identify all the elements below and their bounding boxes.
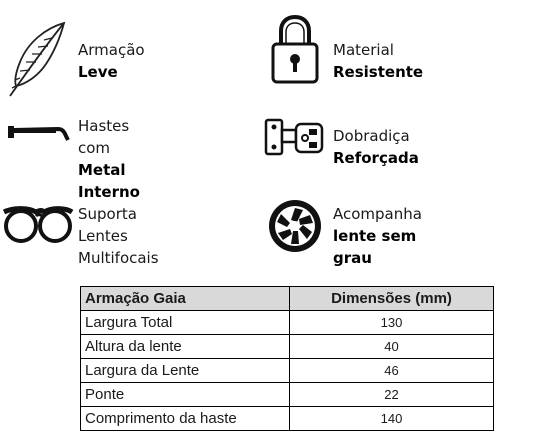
table-row: [81, 407, 494, 431]
table-row: [81, 335, 494, 359]
glasses-temple-icon: [6, 122, 70, 142]
feature-bold: Reforçada: [333, 149, 419, 167]
dimensions-table: [80, 286, 494, 431]
row-label: Largura Total: [81, 311, 290, 335]
row-label: Altura da lente: [81, 335, 290, 359]
row-value: 22: [290, 383, 494, 407]
feature-bold: Resistente: [333, 63, 424, 81]
feature-prefix: Suporta Lentes: [78, 205, 137, 245]
feature-bold: Leve: [78, 63, 118, 81]
table-row: [81, 311, 494, 335]
feature-prefix: Armação: [78, 41, 145, 59]
feature-prefix: Hastes com: [78, 117, 130, 157]
feature-line2: grau: [333, 249, 372, 267]
row-label: Ponte: [81, 383, 290, 407]
round-glasses-icon: [2, 204, 74, 246]
column-header-frame: Armação Gaia: [81, 287, 290, 311]
feature-line2: Multifocais: [78, 249, 159, 267]
padlock-icon: [270, 14, 320, 86]
camera-aperture-icon: [267, 198, 323, 254]
row-value: 140: [290, 407, 494, 431]
row-label: Comprimento da haste: [81, 407, 290, 431]
feature-bold: lente sem: [333, 227, 417, 245]
table-row: [81, 359, 494, 383]
feature-prefix: Dobradiça: [333, 127, 410, 145]
column-header-dimensions: Dimensões (mm): [290, 287, 494, 311]
row-label: Largura da Lente: [81, 359, 290, 383]
feature-bold: Metal: [78, 161, 126, 179]
row-value: 40: [290, 335, 494, 359]
table-header-row: [81, 287, 494, 311]
feature-prefix: Acompanha: [333, 205, 422, 223]
feature-prefix: Material: [333, 41, 394, 59]
feather-icon: [6, 20, 68, 98]
table-row: [81, 383, 494, 407]
hinge-icon: [263, 116, 327, 158]
feature-line2: Interno: [78, 183, 140, 201]
row-value: 46: [290, 359, 494, 383]
row-value: 130: [290, 311, 494, 335]
